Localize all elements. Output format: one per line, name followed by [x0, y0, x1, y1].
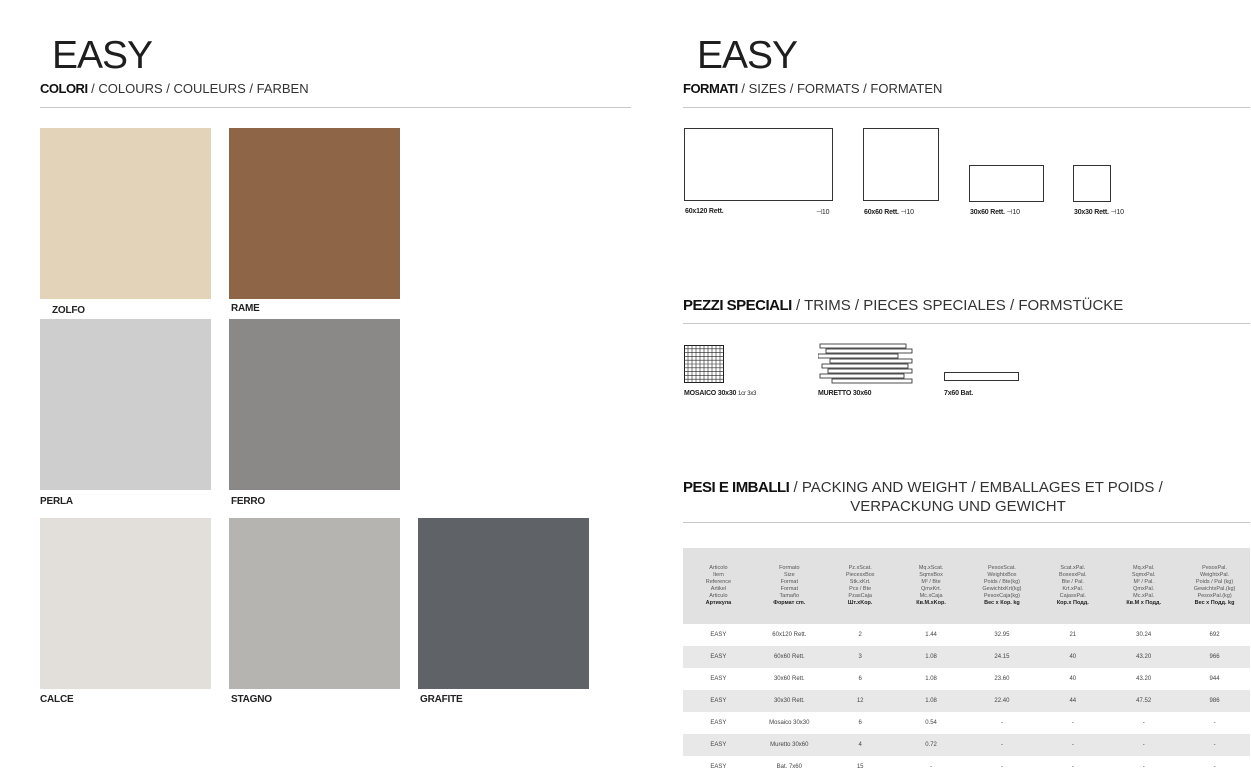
- header-line: GewichtxPal.(kg): [1193, 586, 1236, 592]
- swatch-label-ferro: FERRO: [231, 496, 266, 507]
- header-line-ru: Шт.xKop.: [847, 600, 873, 606]
- table-cell: EASY: [683, 734, 754, 756]
- table-cell: 692: [1209, 632, 1220, 638]
- packing-title-bold: PESI E IMBALLI: [683, 479, 790, 496]
- packing-title-rest: / PACKING AND WEIGHT / EMBALLAGES ET POIDS /: [789, 479, 1163, 496]
- table-header-cell: [1108, 548, 1179, 624]
- table-header-cell: [896, 548, 967, 624]
- header-line: Bte / Pal.: [1061, 579, 1084, 585]
- table-cell: 966: [1179, 646, 1250, 668]
- header-line: PesoxCaja(kg): [983, 593, 1020, 599]
- header-line-ru: Артикула: [705, 600, 732, 606]
- header-line: QmxKrt.: [920, 586, 942, 592]
- table-cell: 40: [1069, 676, 1077, 682]
- header-line: M² / Bte: [921, 579, 941, 585]
- table-cell: 43.20: [1136, 676, 1152, 682]
- swatch-label-perla: PERLA: [40, 496, 73, 507]
- table-cell: 944: [1209, 676, 1220, 682]
- table-cell: 43.20: [1108, 646, 1179, 668]
- table-cell: -: [1037, 734, 1108, 756]
- packing-table: [683, 548, 1250, 778]
- header-line: PzasCaja: [848, 593, 872, 599]
- header-line: Pcs / Bte: [849, 586, 872, 592]
- header-line: Format: [780, 579, 799, 585]
- table-cell: -: [1213, 720, 1216, 726]
- colours-title-rest: / COLOURS / COULEURS / FARBEN: [87, 81, 309, 96]
- table-header-cell: [967, 548, 1038, 624]
- header-line: Pz.xScat.: [848, 565, 872, 571]
- swatch-perla: [40, 319, 211, 490]
- format-label-30x60: 30x60 Rett. ⊣10: [970, 209, 1020, 216]
- trim-label-bat: 7x60 Bat.: [944, 390, 973, 397]
- format-thickness-60x120: ⊣10: [816, 209, 830, 216]
- table-row: [683, 668, 1250, 690]
- header-line: QmxPal.: [1133, 586, 1155, 592]
- table-cell: 40: [1037, 646, 1108, 668]
- header-line: Poids / Bte(kg): [983, 579, 1020, 585]
- table-cell: 6: [858, 676, 862, 682]
- table-cell: -: [1142, 720, 1145, 726]
- header-line: Krt.xPal.: [1062, 586, 1084, 592]
- format-30x30-outline: [1073, 165, 1111, 202]
- format-label-30x30: 30x30 Rett. ⊣10: [1074, 209, 1124, 216]
- packing-title-line2: VERPACKUNG UND GEWICHT: [850, 498, 1066, 515]
- trims-title-bold: PEZZI SPECIALI: [683, 297, 792, 314]
- swatch-label-grafite: GRAFITE: [420, 694, 463, 705]
- table-cell: 30.24: [1136, 632, 1152, 638]
- table-row: [683, 712, 1250, 734]
- format-60x120-outline: [684, 128, 833, 201]
- header-line: Reference: [705, 579, 732, 585]
- header-line-ru: Кор.x Подд.: [1056, 600, 1089, 606]
- header-line: Articulo: [709, 593, 728, 599]
- table-cell: -: [1000, 764, 1003, 770]
- header-line: Articolo: [709, 565, 728, 571]
- trim-label-muretto: MURETTO 30x60: [818, 390, 872, 397]
- table-header-cell: [683, 548, 754, 624]
- header-line: WeightxBox: [987, 572, 1017, 578]
- table-cell: -: [1108, 734, 1179, 756]
- swatch-zolfo: [40, 128, 211, 299]
- table-row: [683, 624, 1250, 646]
- header-line: Mq.xPal.: [1132, 565, 1155, 571]
- table-cell: 47.52: [1108, 690, 1179, 712]
- table-cell: Muretto 30x60: [754, 734, 825, 756]
- header-line: Item: [713, 572, 724, 578]
- table-cell: 986: [1179, 690, 1250, 712]
- divider: [683, 522, 1250, 523]
- table-row: [683, 734, 1250, 756]
- swatch-stagno: [229, 518, 400, 689]
- trims-title: [683, 298, 1123, 313]
- table-row: [683, 756, 1250, 778]
- header-line: PesoxScat.: [988, 565, 1016, 571]
- table-header-cell: [825, 548, 896, 624]
- header-line: Mc.xPal.: [1133, 593, 1155, 599]
- table-row: [683, 690, 1250, 712]
- swatch-label-calce: CALCE: [40, 694, 74, 705]
- table-cell: -: [1213, 764, 1216, 770]
- header-line: CajasxPal.: [1059, 593, 1086, 599]
- table-row: [683, 646, 1250, 668]
- table-header-cell: [754, 548, 825, 624]
- table-cell: Mosaico 30x30: [769, 720, 810, 726]
- table-cell: EASY: [710, 632, 727, 638]
- header-line-ru: Кв.M.xKop.: [916, 600, 946, 606]
- table-cell: 30x30 Rett.: [754, 690, 825, 712]
- header-line: BoxesxPal.: [1059, 572, 1087, 578]
- header-line-ru: Вес x Подд. kg: [1194, 600, 1235, 606]
- table-cell: EASY: [683, 646, 754, 668]
- header-line-ru: Кв.M x Подд.: [1126, 600, 1162, 606]
- header-line: PesoxPal.(kg): [1197, 593, 1232, 599]
- header-line: Tamaño: [779, 593, 800, 599]
- table-cell: EASY: [710, 676, 727, 682]
- header-line: Stk.xKrt.: [849, 579, 871, 585]
- header-line: Poids / Pal (kg): [1195, 579, 1234, 585]
- header-line: SqmxPal.: [1131, 572, 1156, 578]
- table-cell: 2: [858, 632, 862, 638]
- formats-title: [683, 82, 942, 95]
- table-cell: Bat. 7x60: [776, 764, 802, 770]
- header-line-ru: Вес x Кор. kg: [984, 600, 1020, 606]
- table-header-cell: [1037, 548, 1108, 624]
- table-cell: 0.54: [925, 720, 937, 726]
- formats-title-bold: FORMATI: [683, 81, 738, 96]
- header-line: M² / Pal.: [1133, 579, 1154, 585]
- header-line-ru: Формат cm.: [773, 600, 806, 606]
- header-line: Size: [783, 572, 795, 578]
- table-cell: 4: [825, 734, 896, 756]
- table-cell: 23.60: [994, 676, 1010, 682]
- header-line: Artikel: [710, 586, 727, 592]
- trims-title-rest: / TRIMS / PIECES SPECIALES / FORMSTÜCKE: [791, 297, 1124, 314]
- table-cell: -: [1071, 764, 1074, 770]
- table-cell: 1.44: [925, 632, 937, 638]
- table-cell: 60x60 Rett.: [754, 646, 825, 668]
- table-cell: 0.72: [896, 734, 967, 756]
- format-label-60x60: 60x60 Rett. ⊣10: [864, 209, 914, 216]
- table-cell: 24.15: [967, 646, 1038, 668]
- table-cell: 1.08: [925, 676, 937, 682]
- header-line: PesoxPal.: [1202, 565, 1227, 571]
- swatch-label-stagno: STAGNO: [231, 694, 272, 705]
- brand-title-right: EASY: [697, 34, 798, 77]
- table-cell: EASY: [683, 690, 754, 712]
- divider: [683, 323, 1250, 324]
- table-cell: 3: [825, 646, 896, 668]
- brand-title-left: EASY: [52, 34, 153, 77]
- format-label-60x120: 60x120 Rett.: [685, 208, 724, 215]
- table-cell: 1.08: [896, 690, 967, 712]
- table-cell: -: [967, 734, 1038, 756]
- swatch-calce: [40, 518, 211, 689]
- swatch-label-zolfo: ZOLFO: [52, 305, 85, 316]
- bat-outline: [944, 372, 1019, 381]
- header-line: WeightxPal.: [1199, 572, 1230, 578]
- table-cell: -: [1000, 720, 1003, 726]
- table-cell: 44: [1037, 690, 1108, 712]
- header-line: Formato: [779, 565, 800, 571]
- swatch-ferro: [229, 319, 400, 490]
- table-cell: 1.08: [896, 646, 967, 668]
- header-line: Format: [780, 586, 799, 592]
- swatch-grafite: [418, 518, 589, 689]
- header-line: Mq.xScat.: [918, 565, 944, 571]
- format-60x60-outline: [863, 128, 939, 201]
- packing-title: [683, 478, 1203, 516]
- swatch-label-rame: RAME: [231, 303, 260, 314]
- formats-title-rest: / SIZES / FORMATS / FORMATEN: [737, 81, 943, 96]
- header-line: SqmxBox: [919, 572, 943, 578]
- table-cell: 21: [1069, 632, 1077, 638]
- colours-title: [40, 82, 309, 95]
- format-30x60-outline: [969, 165, 1044, 202]
- header-line: GewichtxKrt(kg): [982, 586, 1022, 592]
- divider: [40, 107, 631, 108]
- table-cell: 30x60 Rett.: [773, 676, 805, 682]
- trim-label-mosaico: MOSAICO 30x30 1cr 3x3: [684, 390, 757, 397]
- header-line: Scat.xPal.: [1060, 565, 1086, 571]
- table-header-cell: [1179, 548, 1250, 624]
- table-cell: -: [1179, 734, 1250, 756]
- table-cell: 6: [858, 720, 862, 726]
- table-cell: 12: [825, 690, 896, 712]
- table-cell: -: [930, 764, 933, 770]
- header-line: Mc.xCaja: [919, 593, 943, 599]
- header-line: PiecesxBox: [845, 572, 875, 578]
- table-cell: 32.95: [994, 632, 1010, 638]
- swatch-rame: [229, 128, 400, 299]
- divider: [683, 107, 1250, 108]
- table-cell: 15: [856, 764, 864, 770]
- colours-title-bold: COLORI: [40, 81, 88, 96]
- table-cell: -: [1071, 720, 1074, 726]
- table-cell: EASY: [710, 764, 727, 770]
- muretto-stack-icon: [818, 343, 914, 385]
- table-cell: 60x120 Rett.: [772, 632, 807, 638]
- mosaico-grid-icon: [684, 345, 724, 383]
- table-cell: 22.40: [967, 690, 1038, 712]
- table-cell: EASY: [710, 720, 727, 726]
- table-cell: -: [1142, 764, 1145, 770]
